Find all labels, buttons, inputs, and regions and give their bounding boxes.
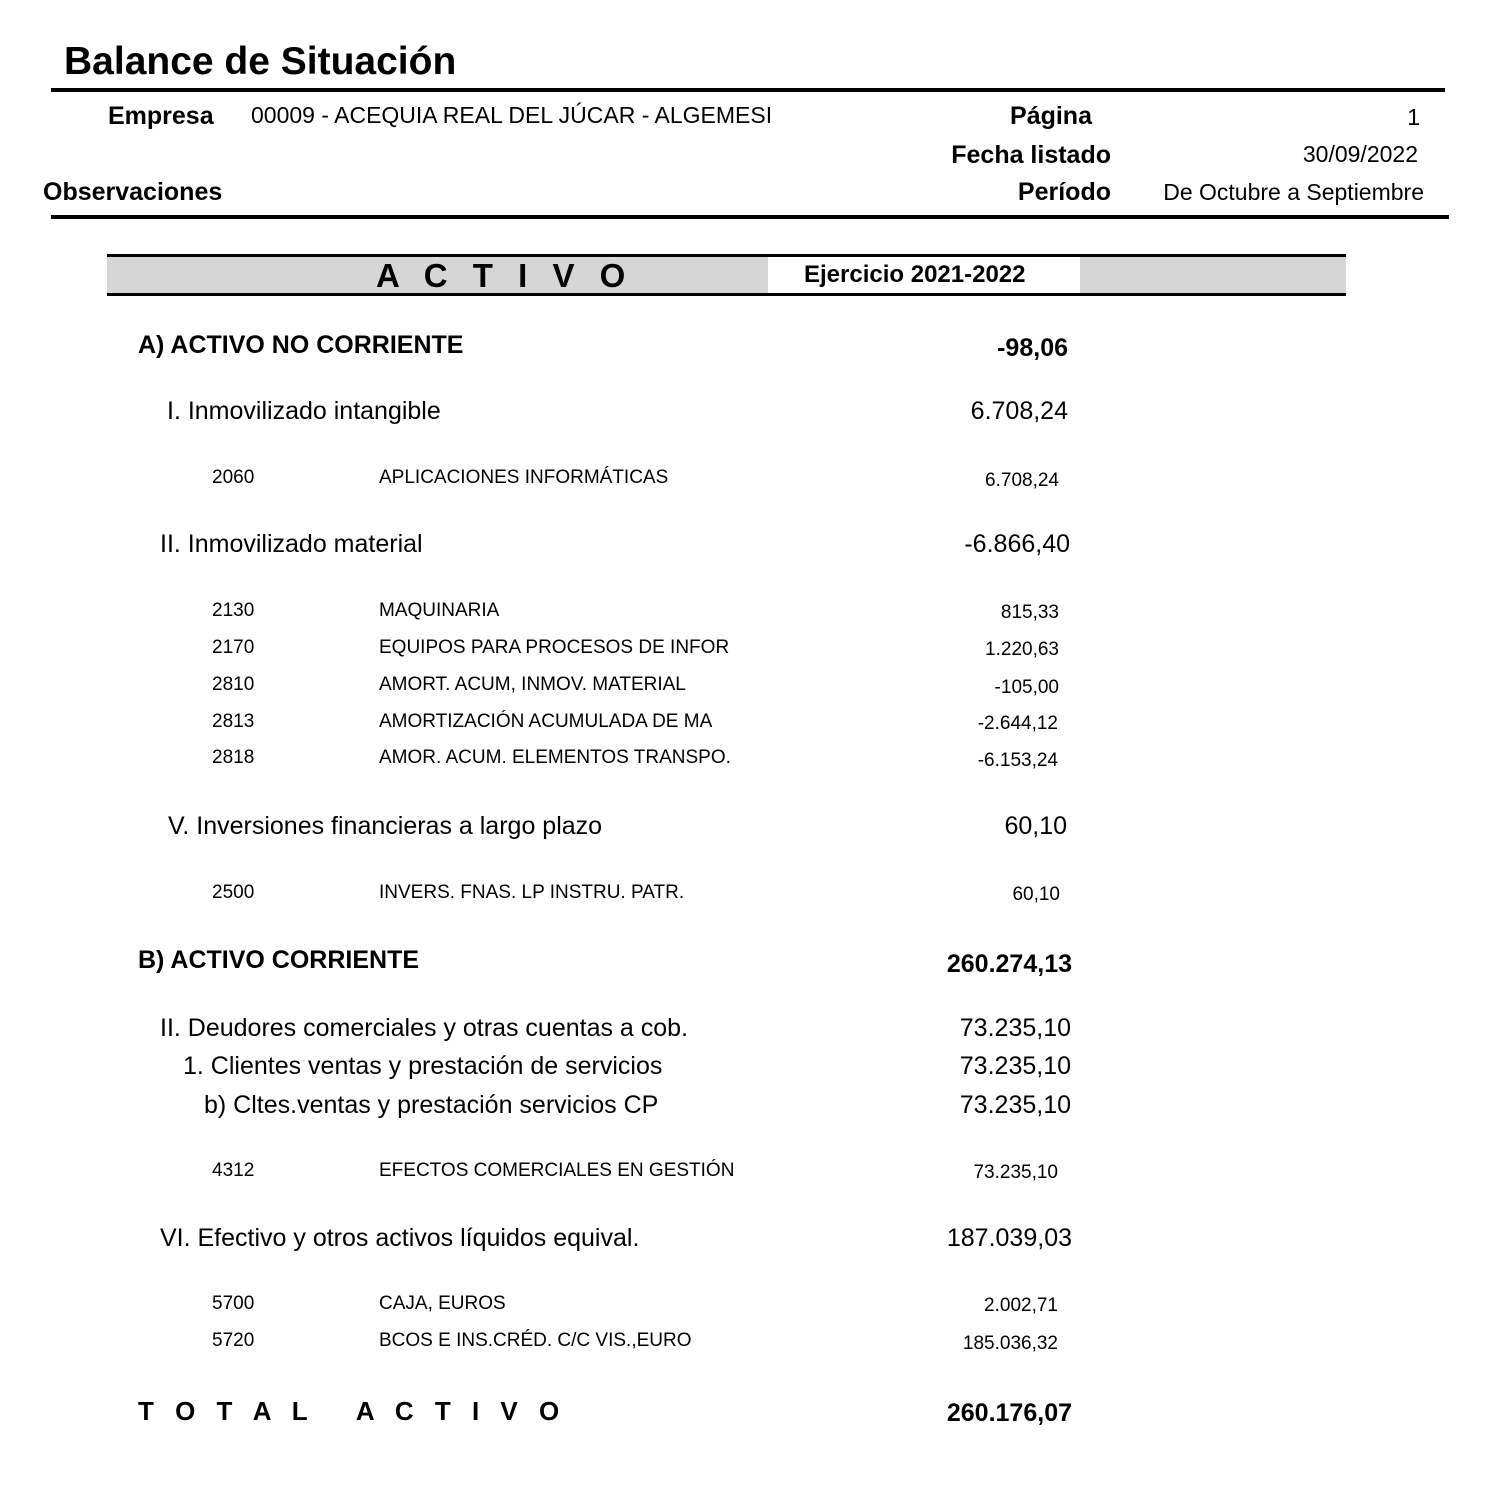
account-name: AMORTIZACIÓN ACUMULADA DE MA <box>379 711 713 732</box>
account-name: AMOR. ACUM. ELEMENTOS TRANSPO. <box>379 747 731 768</box>
account-name: BCOS E INS.CRÉD. C/C VIS.,EURO <box>379 1330 692 1351</box>
activo-no-corriente-label: A) ACTIVO NO CORRIENTE <box>138 331 464 359</box>
account-amount: 60,10 <box>1012 884 1060 905</box>
account-code: 2060 <box>212 467 255 488</box>
cltes-ventas-cp-amount: 73.235,10 <box>959 1091 1071 1119</box>
account-amount: -2.644,12 <box>977 713 1058 734</box>
account-name: APLICACIONES INFORMÁTICAS <box>379 467 669 488</box>
document-title: Balance de Situación <box>64 40 457 83</box>
account-amount: 185.036,32 <box>962 1333 1058 1354</box>
account-code: 2500 <box>212 882 255 903</box>
account-amount: 1.220,63 <box>985 639 1059 660</box>
header-bottom-rule <box>51 215 1449 219</box>
inmovilizado-material-amount: -6.866,40 <box>964 530 1070 558</box>
periodo-label: Período <box>1017 178 1111 206</box>
deudores-comerciales-amount: 73.235,10 <box>959 1014 1071 1042</box>
inversiones-financieras-label: V. Inversiones financieras a largo plazo <box>168 812 603 840</box>
observaciones-label: Observaciones <box>43 178 223 206</box>
account-amount: 73.235,10 <box>973 1162 1058 1183</box>
inmovilizado-intangible-label: I. Inmovilizado intangible <box>167 397 441 425</box>
account-code: 5720 <box>212 1330 255 1351</box>
total-activo-label: T O T A L A C T I V O <box>138 1396 567 1426</box>
account-name: EFECTOS COMERCIALES EN GESTIÓN <box>379 1160 735 1181</box>
empresa-label: Empresa <box>108 102 214 130</box>
fecha-listado-value: 30/09/2022 <box>1302 141 1418 167</box>
account-name: EQUIPOS PARA PROCESOS DE INFOR <box>379 637 730 658</box>
clientes-ventas-amount: 73.235,10 <box>959 1052 1071 1080</box>
account-amount: -105,00 <box>994 677 1059 698</box>
account-code: 2810 <box>212 674 255 695</box>
fecha-listado-label: Fecha listado <box>951 141 1111 169</box>
inversiones-financieras-amount: 60,10 <box>1004 812 1067 840</box>
efectivo-label: VI. Efectivo y otros activos líquidos equival. <box>160 1224 640 1252</box>
inmovilizado-intangible-amount: 6.708,24 <box>970 397 1068 425</box>
clientes-ventas-label: 1. Clientes ventas y prestación de servicios <box>183 1052 663 1080</box>
total-activo-amount: 260.176,07 <box>946 1399 1072 1427</box>
account-name: MAQUINARIA <box>379 600 500 621</box>
account-code: 2130 <box>212 600 255 621</box>
activo-no-corriente-amount: -98,06 <box>997 334 1068 362</box>
account-amount: -6.153,24 <box>977 750 1058 771</box>
empresa-value: 00009 - ACEQUIA REAL DEL JÚCAR - ALGEMESI <box>251 102 773 128</box>
deudores-comerciales-label: II. Deudores comerciales y otras cuentas a cob. <box>160 1014 689 1042</box>
account-name: AMORT. ACUM, INMOV. MATERIAL <box>379 674 686 695</box>
account-amount: 6.708,24 <box>985 470 1059 491</box>
account-amount: 815,33 <box>1000 602 1059 623</box>
pagina-value: 1 <box>1407 104 1420 130</box>
account-code: 2170 <box>212 637 255 658</box>
header-top-rule <box>51 88 1445 92</box>
activo-corriente-label: B) ACTIVO CORRIENTE <box>138 946 420 974</box>
account-name: CAJA, EUROS <box>379 1293 506 1314</box>
account-code: 2813 <box>212 711 255 732</box>
inmovilizado-material-label: II. Inmovilizado material <box>160 530 423 558</box>
activo-corriente-amount: 260.274,13 <box>946 950 1072 978</box>
ejercicio-label: Ejercicio 2021-2022 <box>804 261 1026 288</box>
cltes-ventas-cp-label: b) Cltes.ventas y prestación servicios CP <box>204 1091 659 1119</box>
account-code: 4312 <box>212 1160 255 1181</box>
periodo-value: De Octubre a Septiembre <box>1163 179 1424 205</box>
ejercicio-band-gap-rule <box>768 293 1080 296</box>
account-amount: 2.002,71 <box>984 1295 1058 1316</box>
account-name: INVERS. FNAS. LP INSTRU. PATR. <box>379 882 685 903</box>
account-code: 5700 <box>212 1293 255 1314</box>
activo-header-band <box>107 254 1346 296</box>
pagina-label: Página <box>1010 102 1092 130</box>
account-code: 2818 <box>212 747 255 768</box>
efectivo-amount: 187.039,03 <box>946 1224 1072 1252</box>
activo-heading: A C T I V O <box>376 257 634 294</box>
